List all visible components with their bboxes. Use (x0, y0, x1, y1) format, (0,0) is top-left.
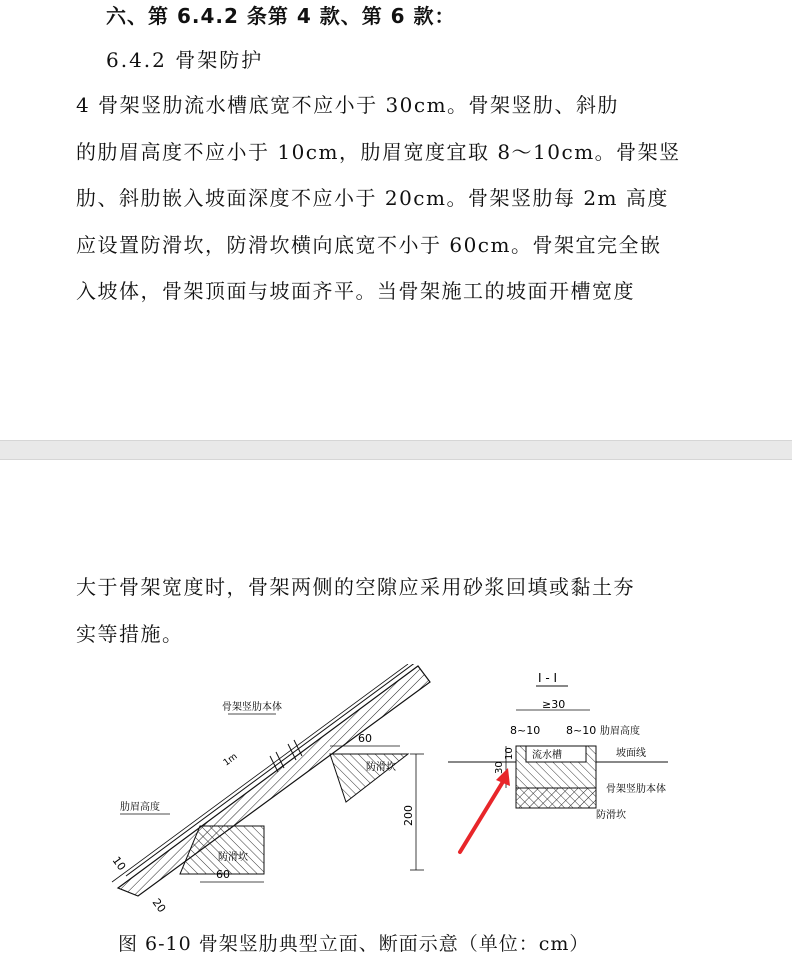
label-anti-slip-top: 防滑坎 (366, 762, 396, 773)
paragraph-line: 应设置防滑坎，防滑坎横向底宽不小于 60cm。骨架宜完全嵌 (76, 232, 662, 257)
page-break-gap (0, 440, 792, 460)
dim-200: 200 (402, 805, 415, 826)
figure-caption: 图 6-10 骨架竖肋典型立面、断面示意（单位：cm） (118, 933, 590, 955)
section-view (448, 671, 668, 821)
label-slope-line: 坡面线 (616, 748, 646, 759)
clause-paragraph-2 (76, 564, 716, 657)
dim-10: 10 (504, 747, 515, 760)
clause-paragraph-1 (76, 82, 716, 315)
label-anti-slip-bottom: 防滑坎 (218, 852, 248, 863)
label-rib-brow: 肋眉高度 (120, 802, 160, 813)
paragraph-line: 实等措施。 (76, 621, 184, 646)
label-rib-body: 骨架竖肋本体 (222, 702, 282, 713)
paragraph-line: 的肋眉高度不应小于 10cm，肋眉宽度宜取 8～10cm。骨架竖 (76, 139, 681, 164)
rib-body-shape (118, 666, 430, 896)
dim-20: 20 (149, 896, 169, 916)
dim-ge30: ≥30 (542, 698, 566, 711)
paragraph-line: 肋、斜肋嵌入坡面深度不应小于 20cm。骨架竖肋每 2m 高度 (76, 186, 669, 210)
dim-30: 30 (494, 761, 505, 774)
paragraph-line: 入坡体，骨架顶面与坡面齐平。当骨架施工的坡面开槽宽度 (76, 279, 635, 303)
dim-8-10-right: 8~10 (566, 724, 597, 737)
label-channel: 流水槽 (532, 750, 562, 761)
section-title: I - I (538, 671, 558, 685)
dim-10: 10 (109, 854, 129, 874)
paragraph-line: 4 骨架竖肋流水槽底宽不应小于 30cm。骨架竖肋、斜肋 (76, 93, 620, 117)
label-brow-height: 肋眉高度 (600, 726, 640, 737)
dim-60-bottom: 60 (216, 868, 230, 881)
rib-figure (98, 664, 718, 924)
document-page-1 (0, 0, 792, 440)
section-anti-slip (516, 788, 596, 808)
section-heading: 六、第 6.4.2 条第 4 款、第 6 款： (106, 4, 456, 28)
paragraph-line: 大于骨架宽度时，骨架两侧的空隙应采用砂浆回填或黏土夯 (76, 575, 635, 599)
dim-8-10-left: 8~10 (510, 724, 541, 737)
red-annotation-arrow (460, 768, 510, 852)
label-section-rib-body: 骨架竖肋本体 (606, 784, 666, 795)
elevation-view (110, 664, 430, 915)
document-page-2 (0, 460, 792, 970)
dim-1m: 1m (221, 751, 240, 769)
label-section-anti-slip: 防滑坎 (596, 810, 626, 821)
clause-title: 6.4.2 骨架防护 (106, 48, 264, 72)
dim-60-top: 60 (358, 732, 372, 745)
